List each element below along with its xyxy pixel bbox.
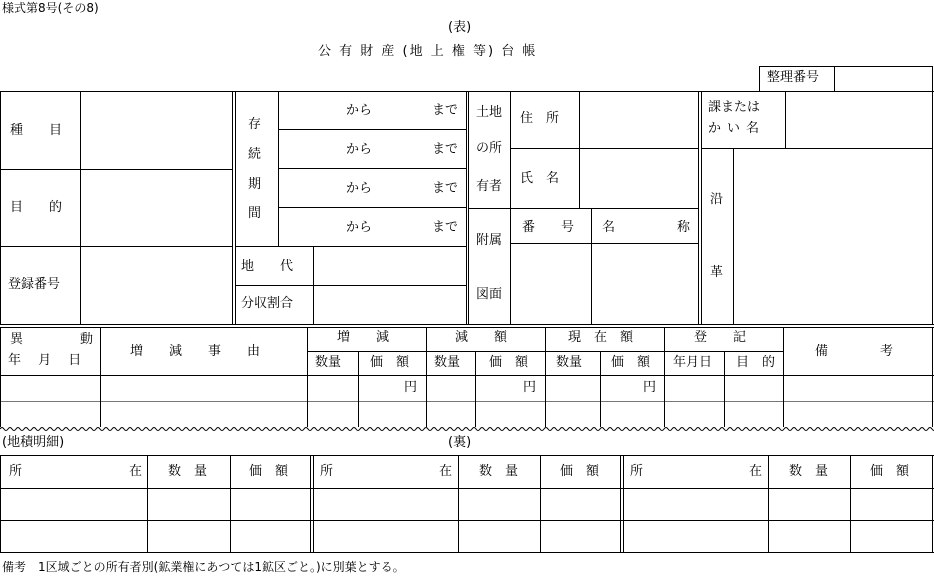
touki-label: 登 記: [694, 330, 747, 345]
zougen-label: 増 減: [337, 330, 390, 345]
kagaku-label-3: 価 額: [611, 355, 651, 370]
yen-mark-3: 円: [643, 380, 657, 395]
jusho-label: 住 所: [520, 111, 560, 126]
back-suryo-2: 数 量: [479, 464, 519, 479]
gengaku-label: 減 額: [455, 330, 508, 345]
kara-4: から: [346, 220, 373, 235]
chidai-field[interactable]: [315, 248, 464, 283]
yen-mark-1: 円: [404, 380, 418, 395]
meisho-label-2: 称: [677, 220, 691, 235]
touroku-label: 登録番号: [8, 277, 61, 292]
jusho-field[interactable]: [581, 93, 696, 146]
zougen-jiyu-label: 増 減 事 由: [130, 344, 261, 359]
sho-label-3: 所: [630, 464, 644, 479]
kamei-2: かい名: [708, 121, 766, 136]
page-title: 公 有 財 産 (地 上 権 等) 台 帳: [318, 44, 538, 59]
zai-label-2: 在: [439, 464, 453, 479]
front-label: (表): [448, 20, 472, 35]
touki-purpose-label: 目 的: [736, 355, 776, 370]
kara-3: から: [346, 181, 373, 196]
enkaku-1: 沿: [710, 192, 724, 207]
fuzoku-2: 図面: [476, 287, 503, 302]
touroku-field[interactable]: [82, 248, 230, 322]
bango-label: 番 号: [522, 220, 575, 235]
made-2: まで: [432, 142, 459, 157]
kara-1: から: [346, 103, 373, 118]
made-3: まで: [432, 181, 459, 196]
meisho-label-1: 名: [602, 220, 616, 235]
back-suryo-3: 数 量: [789, 464, 829, 479]
yen-mark-2: 円: [523, 380, 537, 395]
genzai-label: 現 在 額: [568, 330, 634, 345]
tochi-owner-3: 有者: [476, 179, 503, 194]
idou-entry-rows[interactable]: [1, 376, 932, 426]
form-number: 様式第8号(その8): [2, 1, 99, 15]
sho-label-2: 所: [320, 464, 334, 479]
fuzoku-1: 附属: [476, 233, 503, 248]
idou-top-label: 異 動: [10, 332, 95, 347]
back-kagaku-3: 価 額: [870, 464, 910, 479]
chiseki-entry-rows[interactable]: [1, 489, 932, 551]
suryo-label-1: 数量: [315, 355, 342, 370]
zai-label-1: 在: [129, 464, 143, 479]
kamei-1: 課または: [708, 100, 761, 115]
kagaku-label-2: 価 額: [489, 355, 529, 370]
tochi-owner-2: の所: [476, 141, 503, 156]
chidai-label: 地 代: [241, 259, 294, 274]
enkaku-2: 革: [710, 265, 724, 280]
back-label: (裏): [448, 435, 472, 450]
tochi-owner-1: 土地: [476, 105, 503, 120]
made-4: まで: [432, 220, 459, 235]
sonzoku-char-4: 間: [248, 206, 262, 221]
mokuteki-label: 目 的: [10, 200, 63, 215]
sonzoku-char-1: 存: [248, 117, 262, 132]
kagaku-label-1: 価 額: [370, 355, 410, 370]
zai-label-3: 在: [749, 464, 763, 479]
suryo-label-3: 数量: [556, 355, 583, 370]
back-kagaku-1: 価 額: [249, 464, 289, 479]
bunshu-field[interactable]: [315, 287, 464, 322]
bunshu-label: 分収割合: [241, 296, 294, 311]
back-suryo-1: 数 量: [168, 464, 208, 479]
shimei-field[interactable]: [581, 150, 696, 206]
mgmt-no-label: 整理番号: [767, 70, 820, 85]
mgmt-no-field[interactable]: [836, 67, 931, 89]
suryo-label-2: 数量: [434, 355, 461, 370]
sho-label-1: 所: [9, 464, 23, 479]
wavy-cut-line: [0, 426, 934, 432]
touki-date-label: 年月日: [673, 355, 713, 370]
sonzoku-char-2: 続: [248, 147, 262, 162]
bikou-label: 備 考: [815, 344, 894, 359]
made-1: まで: [432, 103, 459, 118]
shimei-label: 氏 名: [520, 171, 560, 186]
idou-date-label: 年 月 日: [8, 353, 82, 368]
enkaku-field[interactable]: [735, 150, 930, 322]
back-kagaku-2: 価 額: [560, 464, 600, 479]
footnote: 備考 1区域ごとの所有者別(鉱業権にあつては1鉱区ごと。)に別葉とする。: [2, 560, 405, 574]
mokuteki-field[interactable]: [82, 171, 230, 244]
shumoku-field[interactable]: [82, 93, 230, 167]
kara-2: から: [346, 142, 373, 157]
shumoku-label: 種 目: [10, 123, 63, 138]
sonzoku-char-3: 期: [248, 177, 262, 192]
kamei-field[interactable]: [787, 93, 930, 146]
chiseki-label: (地積明細): [2, 435, 65, 450]
